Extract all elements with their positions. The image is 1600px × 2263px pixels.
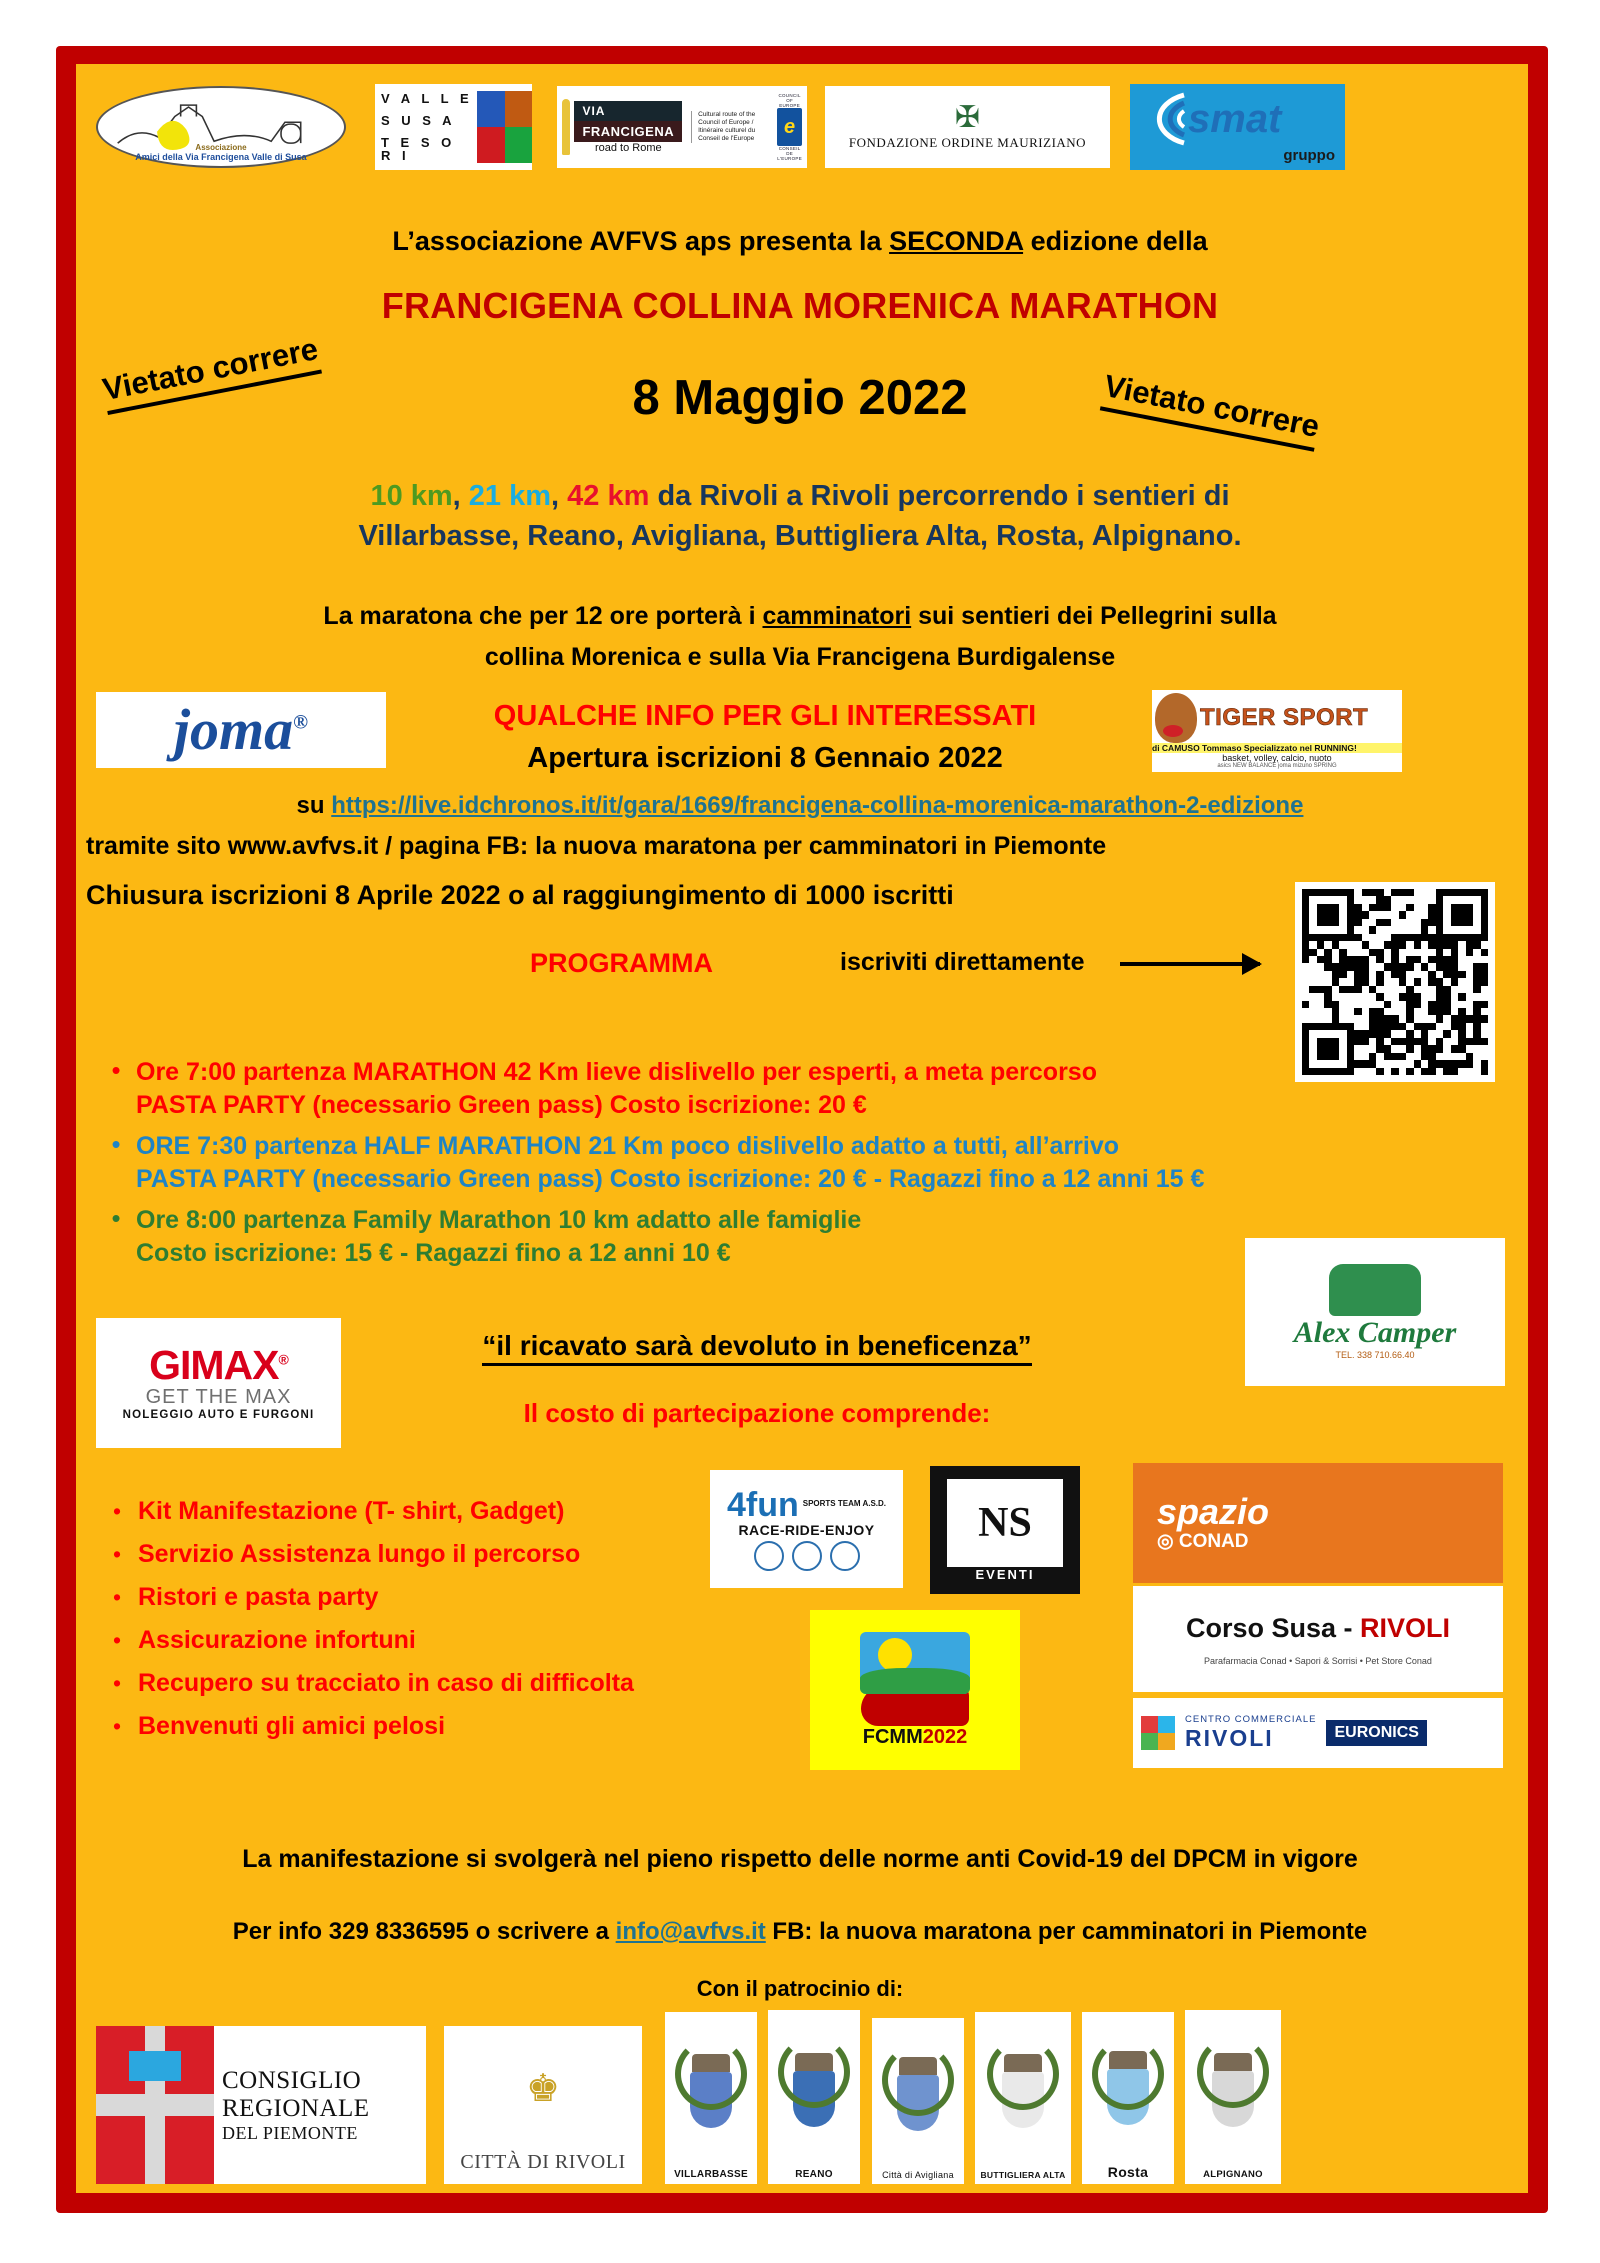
vf-tagline: road to Rome: [594, 141, 662, 154]
landscape-icon: [860, 1632, 970, 1694]
desc-pre: La maratona che per 12 ore porterà i: [323, 602, 763, 630]
conad-text: CONAD: [1178, 1530, 1249, 1552]
programme-item-text: [136, 1204, 861, 1270]
registration-url-line: [0, 792, 1600, 820]
logo-centro-commerciale-rivoli: [1133, 1698, 1503, 1768]
registration-close-line: Chiusura iscrizioni 8 Aprile 2022 o al raggiungimento di 1000 iscritti: [86, 880, 954, 910]
vst-line-3: T E S O R I: [381, 134, 456, 163]
rivoli-crest-icon: ♚: [525, 2067, 561, 2110]
logo-gimax: [96, 1318, 341, 1448]
list-item-label: Recupero su tracciato in caso di difficolta: [138, 1669, 634, 1697]
corso-susa-text: Corso Susa -: [1185, 1612, 1361, 1643]
crest-label: ALPIGNANO: [1203, 2169, 1263, 2180]
programme-item-line1: ORE 7:30 partenza HALF MARATHON 21 Km poco dislivello adatto a tutti, all’arrivo: [136, 1132, 1120, 1160]
logo-corso-susa-rivoli: [1133, 1586, 1503, 1692]
list-item-label: Assicurazione infortuni: [138, 1626, 416, 1654]
info-heading: QUALCHE INFO PER GLI INTERESSATI: [493, 700, 1037, 732]
joma-wordmark: [173, 697, 309, 762]
intro-pre: L’associazione AVFVS aps presenta la: [392, 226, 890, 256]
logo-via-francigena: [557, 86, 807, 168]
cost-includes-heading: Il costo di partecipazione comprende:: [523, 1398, 991, 1428]
list-item-label: Benvenuti gli amici pelosi: [138, 1712, 446, 1740]
list-item: [96, 1533, 796, 1576]
list-item: [96, 1576, 796, 1619]
fcmm-label: [860, 1726, 970, 1749]
list-item: [96, 1619, 796, 1662]
iscriviti-label: iscriviti direttamente: [840, 948, 1085, 976]
vf-badge-line2: FRANCIGENA: [574, 121, 682, 142]
bullet-icon: •: [111, 1203, 121, 1233]
consiglio-line2: REGIONALE: [222, 2094, 370, 2122]
page-title: FRANCIGENA COLLINA MORENICA MARATHON: [381, 285, 1219, 326]
avfvs-line2: Amici della Via Francigena Valle di Susa: [135, 152, 307, 162]
tiger-wordmark: TIGER SPORT: [1200, 704, 1369, 731]
patron-villarbasse: [665, 2012, 757, 2184]
gimax-services: NOLEGGIO AUTO E FURGONI: [122, 1409, 315, 1421]
crest-label: Rosta: [1107, 2164, 1149, 2180]
fourfun-sports-label: SPORTS TEAM A.S.D.: [802, 1499, 887, 1509]
wreath-icon: [778, 2036, 850, 2108]
logo-ns-eventi: [930, 1466, 1080, 1594]
programme-item-text: [136, 1130, 1204, 1196]
pilgrim-icon: [562, 99, 570, 155]
coe-top-label: COUNCIL OF EUROPE: [778, 93, 801, 108]
distances-line: [0, 480, 1600, 513]
patronage-heading: Con il patrocinio di:: [696, 1976, 904, 2001]
patron-buttigliera-alta: [975, 2012, 1071, 2184]
distance-42km: 42 km: [567, 480, 650, 512]
rivoli-cc-squares-icon: [1141, 1716, 1175, 1750]
euronics-label: EURONICS: [1326, 1720, 1426, 1746]
coe-bottom-label: CONSEIL DE L'EUROPE: [777, 146, 803, 161]
tiger-brands: asics NEW BALANCE joma mizuno SPRING: [1217, 763, 1337, 769]
programme-item: [96, 1056, 1396, 1122]
patron-rosta: [1082, 2012, 1174, 2184]
programma-heading: PROGRAMMA: [530, 948, 713, 978]
crest-label: Città di Avigliana: [882, 2170, 954, 2180]
programme-item: [96, 1204, 1396, 1270]
ns-letters-text: NS: [978, 1499, 1032, 1546]
crest-label: REANO: [795, 2169, 833, 2180]
contact-pre: Per info 329 8336595 o scrivere a: [232, 1918, 616, 1945]
registration-link[interactable]: https://live.idchronos.it/it/gara/1669/francigena-collina-morenica-marathon-2-edizione: [331, 792, 1304, 819]
wreath-icon: [987, 2038, 1059, 2110]
contact-post: FB: la nuova maratona per camminatori in Piemonte: [765, 1918, 1368, 1945]
smat-waves-icon: [1140, 91, 1188, 147]
route-towns: Villarbasse, Reano, Avigliana, Buttigliera Alta, Rosta, Alpignano.: [358, 520, 1242, 552]
fom-label: FONDAZIONE ORDINE MAURIZIANO: [848, 135, 1087, 150]
patron-consiglio-regionale-piemonte: [96, 2026, 426, 2184]
piemonte-flag-icon: [96, 2026, 214, 2184]
dist-sep-1: ,: [452, 480, 469, 512]
includes-list: [96, 1490, 796, 1748]
programme-item-line2: Costo iscrizione: 15 € - Ragazzi fino a 12 anni 10 €: [136, 1239, 731, 1267]
url-prefix: su: [296, 792, 332, 819]
alex-camper-phone: TEL. 338 710.66.40: [1335, 1350, 1415, 1360]
joma-word-text: joma: [173, 697, 294, 762]
cc-line2: RIVOLI: [1185, 1725, 1274, 1751]
smat-sub: gruppo: [1283, 146, 1335, 164]
gimax-tagline: GET THE MAX: [145, 1386, 292, 1408]
conad-wordmark: ◎ CONAD: [1157, 1530, 1249, 1552]
dist-sep-2: ,: [551, 480, 568, 512]
logo-alex-camper: [1245, 1238, 1505, 1386]
contact-line: [0, 1918, 1600, 1946]
logo-joma: [96, 692, 386, 768]
stamp-vietato-correre-right: Vietato correre: [1100, 368, 1322, 452]
corso-susa-services: Parafarmacia Conad • Sapori & Sorrisi • Pet Store Conad: [1204, 1655, 1432, 1666]
arrow-right-icon: [1120, 962, 1260, 966]
crest-label: BUTTIGLIERA ALTA: [980, 2170, 1066, 2180]
bullet-icon: •: [112, 1498, 122, 1524]
intro-post: edizione della: [1023, 226, 1208, 256]
vf-badge-line1: VIA: [574, 101, 682, 121]
alex-camper-wordmark: Alex Camper: [1293, 1316, 1457, 1349]
logo-valle-susa-tesori: [375, 84, 532, 170]
spazio-wordmark: spazio: [1157, 1490, 1270, 1532]
programme-item-line1: Ore 8:00 partenza Family Marathon 10 km adatto alle famiglie: [136, 1206, 862, 1234]
ns-monogram-icon: [947, 1479, 1063, 1567]
programme-item-line2: PASTA PARTY (necessario Green pass) Costo iscrizione: 20 € - Ragazzi fino a 12 anni 15 €: [136, 1165, 1205, 1193]
logo-fcmm-2022: [810, 1610, 1020, 1770]
vf-council-text: Cultural route of the Council of Europe / Itinéraire culturel du Conseil de l'Europe: [691, 111, 773, 144]
consiglio-line3: DEL PIEMONTE: [222, 2122, 358, 2143]
programme-item: [96, 1130, 1396, 1196]
vf-badge: [574, 101, 682, 154]
bullet-icon: •: [112, 1541, 122, 1567]
tiger-line3: basket, volley, calcio, nuoto: [1222, 753, 1332, 763]
charity-quote-text: “il ricavato sarà devoluto in beneficenza”: [482, 1330, 1031, 1366]
programme-item-line1: Ore 7:00 partenza MARATHON 42 Km lieve dislivello per esperti, a meta percorso: [136, 1058, 1097, 1086]
list-item: [96, 1490, 796, 1533]
stamp-vietato-correre-left: Vietato correre: [100, 331, 322, 415]
joma-registered-icon: ®: [293, 711, 309, 734]
vst-wordmark: [375, 84, 477, 170]
consiglio-line1: CONSIGLIO: [222, 2066, 362, 2094]
bullet-icon: •: [112, 1713, 122, 1739]
programme-list: [96, 1056, 1396, 1272]
ns-eventi-label: EVENTI: [975, 1566, 1035, 1582]
description-line-1: [0, 602, 1600, 631]
council-of-europe-icon: COUNCIL OF EUROPE e CONSEIL DE L'EUROPE: [777, 93, 803, 161]
smat-wordmark: smat: [1188, 96, 1282, 141]
description-line-2: collina Morenica e sulla Via Francigena Burdigalense: [484, 643, 1116, 671]
logo-smat: [1130, 84, 1345, 170]
bullet-icon: •: [112, 1627, 122, 1653]
camper-van-icon: [1329, 1264, 1421, 1316]
charity-quote: [352, 1330, 1162, 1362]
bullet-icon: •: [111, 1055, 121, 1085]
gimax-word-text: GIMAX: [149, 1342, 279, 1388]
event-date: 8 Maggio 2022: [632, 371, 968, 425]
consiglio-wordmark: [214, 2026, 426, 2184]
list-item: [96, 1662, 796, 1705]
logo-fondazione-ordine-mauriziano: [825, 86, 1110, 168]
tiger-line2: di CAMUSO Tommaso Specializzato nel RUNNING!: [1152, 743, 1402, 753]
wreath-icon: [675, 2038, 747, 2110]
registration-open-date: Apertura iscrizioni 8 Gennaio 2022: [527, 742, 1003, 774]
programme-item-text: [136, 1056, 1097, 1122]
gimax-wordmark: [123, 1342, 315, 1388]
gimax-registered-icon: ®: [278, 1351, 288, 1368]
cc-line1: CENTRO COMMERCIALE: [1185, 1714, 1317, 1725]
distance-21km: 21 km: [468, 480, 552, 512]
patron-citta-di-rivoli: [444, 2026, 642, 2184]
wreath-icon: [1092, 2038, 1164, 2110]
wreath-icon: [882, 2044, 954, 2116]
site-and-fb-line: tramite sito www.avfvs.it / pagina FB: la nuova maratona per camminatori in Piemonte: [86, 832, 1107, 860]
fourfun-badges-icon: [710, 1541, 903, 1571]
corso-susa-place: RIVOLI: [1360, 1612, 1451, 1643]
programme-item-line2: PASTA PARTY (necessario Green pass) Costo iscrizione: 20 €: [136, 1091, 867, 1119]
logo-tiger-sport: [1152, 690, 1402, 772]
corso-susa-label: [1133, 1613, 1503, 1644]
vst-mosaic-icon: [477, 91, 532, 163]
patron-alpignano: [1185, 2010, 1281, 2184]
desc-emph: camminatori: [762, 602, 912, 630]
ns-letters: [978, 1499, 1032, 1547]
bullet-icon: •: [111, 1129, 121, 1159]
list-item: [96, 1705, 796, 1748]
desc-post: sui sentieri dei Pellegrini sulla: [911, 602, 1277, 630]
patron-avigliana: [872, 2018, 964, 2184]
logo-spazio-conad: [1133, 1463, 1503, 1583]
fcmm-text: FCMM: [862, 1725, 923, 1748]
list-item-label: Servizio Assistenza lungo il percorso: [138, 1540, 581, 1568]
tiger-head-icon: [1155, 693, 1197, 743]
covid-note: La manifestazione si svolgerà nel pieno rispetto delle norme anti Covid-19 del DPCM in vigore: [242, 1845, 1358, 1873]
bullet-icon: •: [112, 1670, 122, 1696]
vst-line-2: S U S A: [381, 112, 456, 128]
fourfun-tagline: RACE-RIDE-ENJOY: [738, 1521, 875, 1538]
bullet-icon: •: [112, 1584, 122, 1610]
logo-4fun-sports-team: [710, 1470, 903, 1588]
intro-line: [0, 226, 1600, 257]
vst-line-1: V A L L E: [381, 91, 473, 107]
fourfun-wordmark: 4fun: [726, 1485, 799, 1524]
list-item-label: Ristori e pasta party: [138, 1583, 379, 1611]
patron-reano: [768, 2010, 860, 2184]
rivoli-label: CITTÀ DI RIVOLI: [460, 2151, 626, 2173]
fcmm-year: 2022: [922, 1725, 968, 1748]
logo-avfvs: [96, 86, 346, 168]
crest-label: VILLARBASSE: [674, 2169, 748, 2180]
distance-10km: 10 km: [370, 480, 453, 512]
mauriziano-cross-icon: ✠: [954, 101, 981, 134]
qr-code-icon[interactable]: [1295, 882, 1495, 1082]
list-item-label: Kit Manifestazione (T- shirt, Gadget): [138, 1497, 565, 1525]
distances-tail: da Rivoli a Rivoli percorrendo i sentieri di: [649, 480, 1230, 512]
wreath-icon: [1197, 2036, 1269, 2108]
avfvs-line1: Associazione: [195, 143, 247, 152]
intro-emph: SECONDA: [889, 226, 1024, 256]
email-link[interactable]: info@avfvs.it: [615, 1918, 766, 1945]
